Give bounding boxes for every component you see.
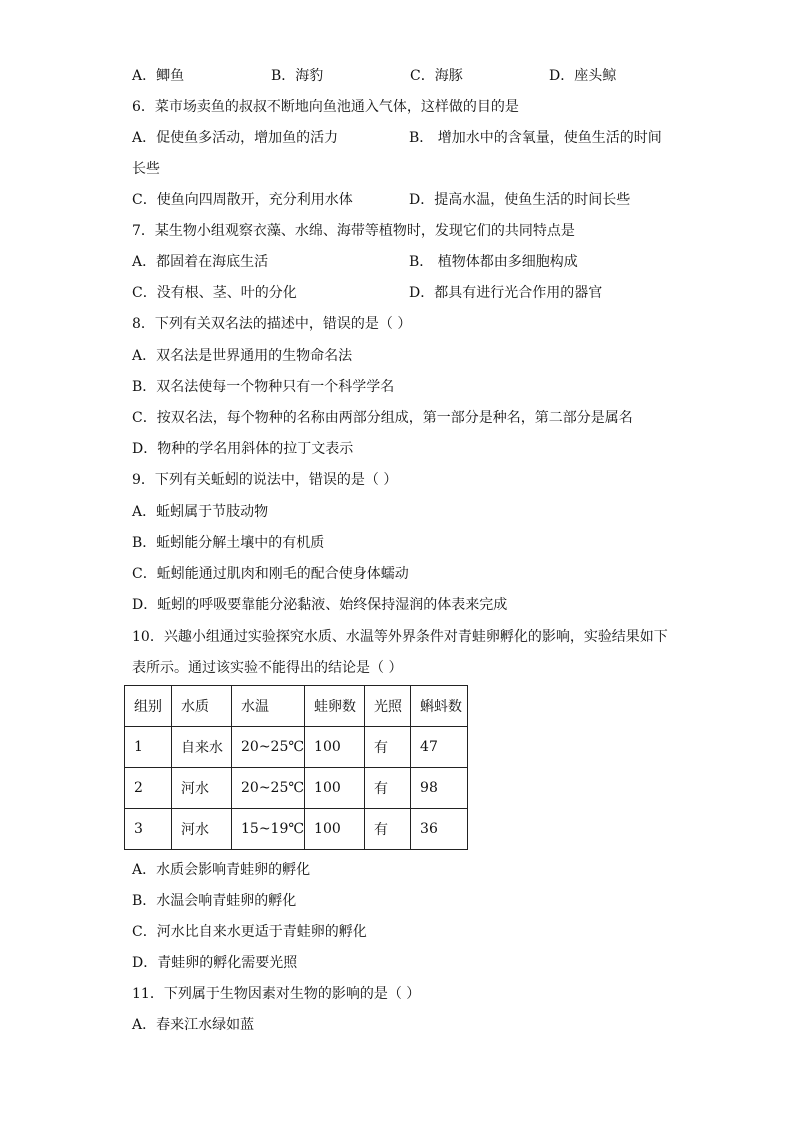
q10-option-a: A．水质会影响青蛙卵的孵化 — [132, 862, 311, 878]
q6-option-a: A．促使鱼多活动，增加鱼的活力 — [132, 130, 339, 146]
q5-option-d: D．座头鲸 — [549, 68, 617, 84]
q10-option-d: D．青蛙卵的孵化需要光照 — [132, 955, 298, 971]
q6-option-b: B． 增加水中的含氧量，使鱼生活的时间 — [409, 130, 662, 146]
q7-option-a: A．都固着在海底生活 — [132, 254, 269, 270]
table-cell: 100 — [305, 727, 365, 768]
q6-stem: 6．菜市场卖鱼的叔叔不断地向鱼池通入气体，这样做的目的是 — [132, 99, 519, 115]
q8-option-c: C．按双名法，每个物种的名称由两部分组成，第一部分是种名，第二部分是属名 — [132, 410, 633, 426]
q11-stem: 11．下列属于生物因素对生物的影响的是（ ） — [132, 986, 421, 1002]
table-header-cell: 光照 — [365, 686, 411, 727]
experiment-table — [124, 685, 468, 850]
table-cell: 3 — [125, 809, 172, 850]
table-cell: 有 — [365, 809, 411, 850]
table-cell: 100 — [305, 768, 365, 809]
q9-option-c: C．蚯蚓能通过肌肉和刚毛的配合使身体蠕动 — [132, 566, 409, 582]
q9-option-a: A．蚯蚓属于节肢动物 — [132, 504, 269, 520]
table-cell: 河水 — [172, 809, 232, 850]
table-cell: 15~19℃ — [232, 809, 305, 850]
q8-option-a: A．双名法是世界通用的生物命名法 — [132, 348, 353, 364]
table-row — [125, 809, 468, 850]
q8-stem: 8．下列有关双名法的描述中，错误的是（ ） — [132, 316, 412, 332]
table-header-cell: 水温 — [232, 686, 305, 727]
table-header-cell: 蝌蚪数 — [411, 686, 468, 727]
q6-option-b-continued: 长些 — [132, 161, 160, 177]
table-cell: 36 — [411, 809, 468, 850]
table-header-cell: 水质 — [172, 686, 232, 727]
q9-option-b: B．蚯蚓能分解土壤中的有机质 — [132, 535, 325, 551]
table-cell: 20~25℃ — [232, 727, 305, 768]
table-header-cell: 蛙卵数 — [305, 686, 365, 727]
q5-option-c: C．海豚 — [410, 68, 463, 84]
table-row — [125, 768, 468, 809]
table-cell: 47 — [411, 727, 468, 768]
table-row — [125, 727, 468, 768]
q11-option-a: A．春来江水绿如蓝 — [132, 1017, 255, 1033]
q6-option-d: D．提高水温，使鱼生活的时间长些 — [409, 192, 631, 208]
q5-option-b: B．海豹 — [271, 68, 324, 84]
q10-stem-line1: 10．兴趣小组通过实验探究水质、水温等外界条件对青蛙卵孵化的影响，实验结果如下 — [132, 629, 668, 645]
q7-stem: 7．某生物小组观察衣藻、水绵、海带等植物时，发现它们的共同特点是 — [132, 223, 575, 239]
table-cell: 20~25℃ — [232, 768, 305, 809]
q7-option-b: B． 植物体都由多细胞构成 — [409, 254, 578, 270]
q10-option-c: C．河水比自来水更适于青蛙卵的孵化 — [132, 924, 367, 940]
q9-stem: 9．下列有关蚯蚓的说法中，错误的是（ ） — [132, 472, 398, 488]
table-cell: 自来水 — [172, 727, 232, 768]
table-cell: 有 — [365, 727, 411, 768]
q8-option-b: B．双名法使每一个物种只有一个科学学名 — [132, 379, 395, 395]
table-cell: 100 — [305, 809, 365, 850]
table-header-row — [125, 686, 468, 727]
q7-option-c: C．没有根、茎、叶的分化 — [132, 285, 297, 301]
table-cell: 98 — [411, 768, 468, 809]
table-cell: 有 — [365, 768, 411, 809]
q8-option-d: D．物种的学名用斜体的拉丁文表示 — [132, 441, 354, 457]
table-cell: 2 — [125, 768, 172, 809]
table-cell: 河水 — [172, 768, 232, 809]
q10-option-b: B．水温会响青蛙卵的孵化 — [132, 893, 297, 909]
table-header-cell: 组别 — [125, 686, 172, 727]
q5-option-a: A．鲫鱼 — [132, 68, 185, 84]
q7-option-d: D．都具有进行光合作用的器官 — [409, 285, 603, 301]
table-cell: 1 — [125, 727, 172, 768]
q6-option-c: C．使鱼向四周散开，充分利用水体 — [132, 192, 353, 208]
q9-option-d: D．蚯蚓的呼吸要靠能分泌黏液、始终保持湿润的体表来完成 — [132, 597, 508, 613]
q10-stem-line2: 表所示。通过该实验不能得出的结论是（ ） — [132, 660, 403, 676]
